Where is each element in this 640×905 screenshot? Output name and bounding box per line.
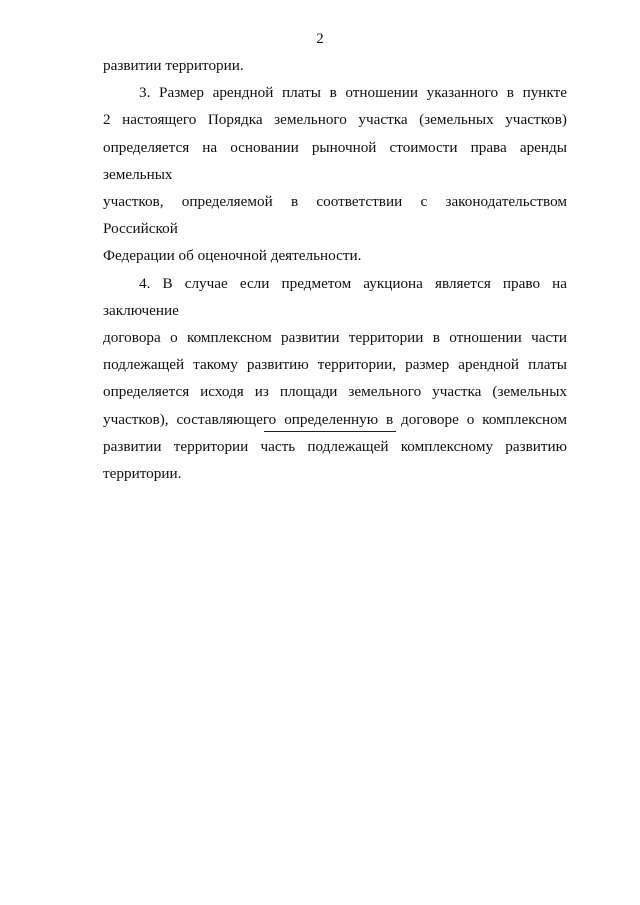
- text-line: определяется на основании рыночной стоимости права аренды земельных: [103, 138, 567, 183]
- text-line: 4. В случае если предметом аукциона является право на заключение: [103, 274, 567, 319]
- end-of-text-separator: [264, 431, 396, 432]
- text-line: подлежащей такому развитию территории, размер арендной платы: [103, 356, 567, 374]
- text-line: определяется исходя из площади земельного участка (земельных: [103, 383, 567, 401]
- paragraph-continuation: [103, 52, 567, 79]
- text-line: территории.: [103, 465, 182, 483]
- paragraph-item-4: [103, 270, 567, 488]
- text-line: Федерации об оценочной деятельности.: [103, 247, 362, 265]
- text-line: договора о комплексном развитии территории в отношении части: [103, 329, 567, 347]
- text-line: участков, определяемой в соответствии с законодательством Российской: [103, 193, 567, 238]
- text-line: участков), составляющего определенную в договоре о комплексном: [103, 410, 567, 428]
- text-line: 2 настоящего Порядка земельного участка (земельных участков): [103, 111, 567, 129]
- paragraph-item-3: [103, 79, 567, 269]
- text-line: развитии территории часть подлежащей комплексному развитию: [103, 437, 567, 455]
- text-line: 3. Размер арендной платы в отношении указанного в пункте: [139, 84, 567, 102]
- text-line: развитии территории.: [103, 57, 244, 74]
- document-body: [103, 52, 567, 487]
- page-number: 2: [316, 31, 324, 47]
